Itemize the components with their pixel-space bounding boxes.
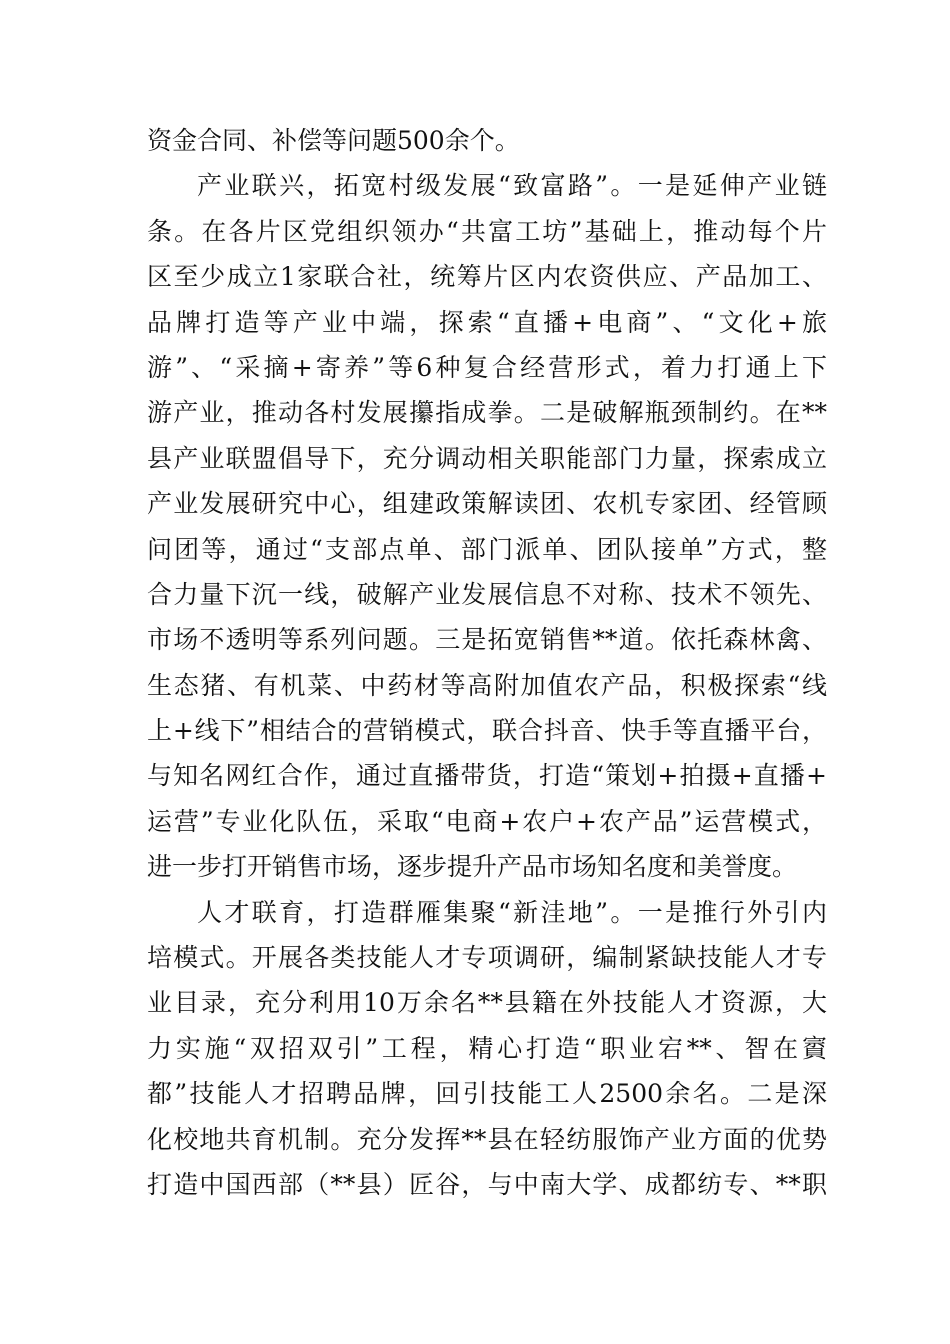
text-line: 上+线下”相结合的营销模式，联合抖音、快手等直播平台， bbox=[147, 716, 827, 746]
text-line: 县产业联盟倡导下，充分调动相关职能部门力量，探索成立 bbox=[147, 443, 827, 473]
text-line: 业目录，充分利用10万余名**县籍在外技能人才资源，大 bbox=[147, 988, 827, 1018]
text-line: 区至少成立1家联合社，统筹片区内农资供应、产品加工、 bbox=[147, 262, 827, 292]
text-line: 游”、“采摘+寄养”等6种复合经营形式，着力打通上下 bbox=[147, 352, 827, 382]
text-line: 都”技能人才招聘品牌，回引技能工人2500余名。二是深 bbox=[147, 1079, 827, 1109]
text-line: 条。在各片区党组织领办“共富工坊”基础上，推动每个片 bbox=[147, 216, 827, 246]
text-line: 化校地共育机制。充分发挥**县在轻纺服饰产业方面的优势 bbox=[147, 1124, 827, 1154]
text-line: 游产业，推动各村发展攥指成拳。二是破解瓶颈制约。在** bbox=[147, 398, 827, 428]
text-line: 合力量下沉一线，破解产业发展信息不对称、技术不领先、 bbox=[147, 579, 827, 609]
text-line: 打造中国西部（**县）匠谷，与中南大学、成都纺专、**职 bbox=[147, 1169, 827, 1199]
text-line: 力实施“双招双引”工程，精心打造“职业宕**、智在賨 bbox=[147, 1033, 827, 1063]
text-line: 培模式。开展各类技能人才专项调研，编制紧缺技能人才专 bbox=[147, 943, 827, 973]
text-line: 生态猪、有机菜、中药材等高附加值农产品，积极探索“线 bbox=[147, 670, 827, 700]
text-line: 问团等，通过“支部点单、部门派单、团队接单”方式，整 bbox=[147, 534, 827, 564]
text-line: 运营”专业化队伍，采取“电商+农户+农产品”运营模式， bbox=[147, 806, 827, 836]
text-line: 产业发展研究中心，组建政策解读团、农机专家团、经管顾 bbox=[147, 489, 827, 519]
text-line: 资金合同、补偿等问题500余个。 bbox=[147, 126, 520, 155]
paragraph-first-line: 人才联育，打造群雁集聚“新洼地”。一是推行外引内 bbox=[197, 897, 827, 927]
body-text bbox=[147, 118, 827, 1207]
text-line: 品牌打造等产业中端，探索“直播+电商”、“文化+旅 bbox=[147, 307, 827, 337]
text-line: 市场不透明等系列问题。三是拓宽销售**道。依托森林禽、 bbox=[147, 625, 827, 655]
paragraph-first-line: 产业联兴，拓宽村级发展“致富路”。一是延伸产业链 bbox=[197, 171, 827, 201]
text-line: 与知名网红合作，通过直播带货，打造“策划+拍摄+直播+ bbox=[147, 761, 827, 791]
text-line: 进一步打开销售市场，逐步提升产品市场知名度和美誉度。 bbox=[147, 852, 798, 882]
